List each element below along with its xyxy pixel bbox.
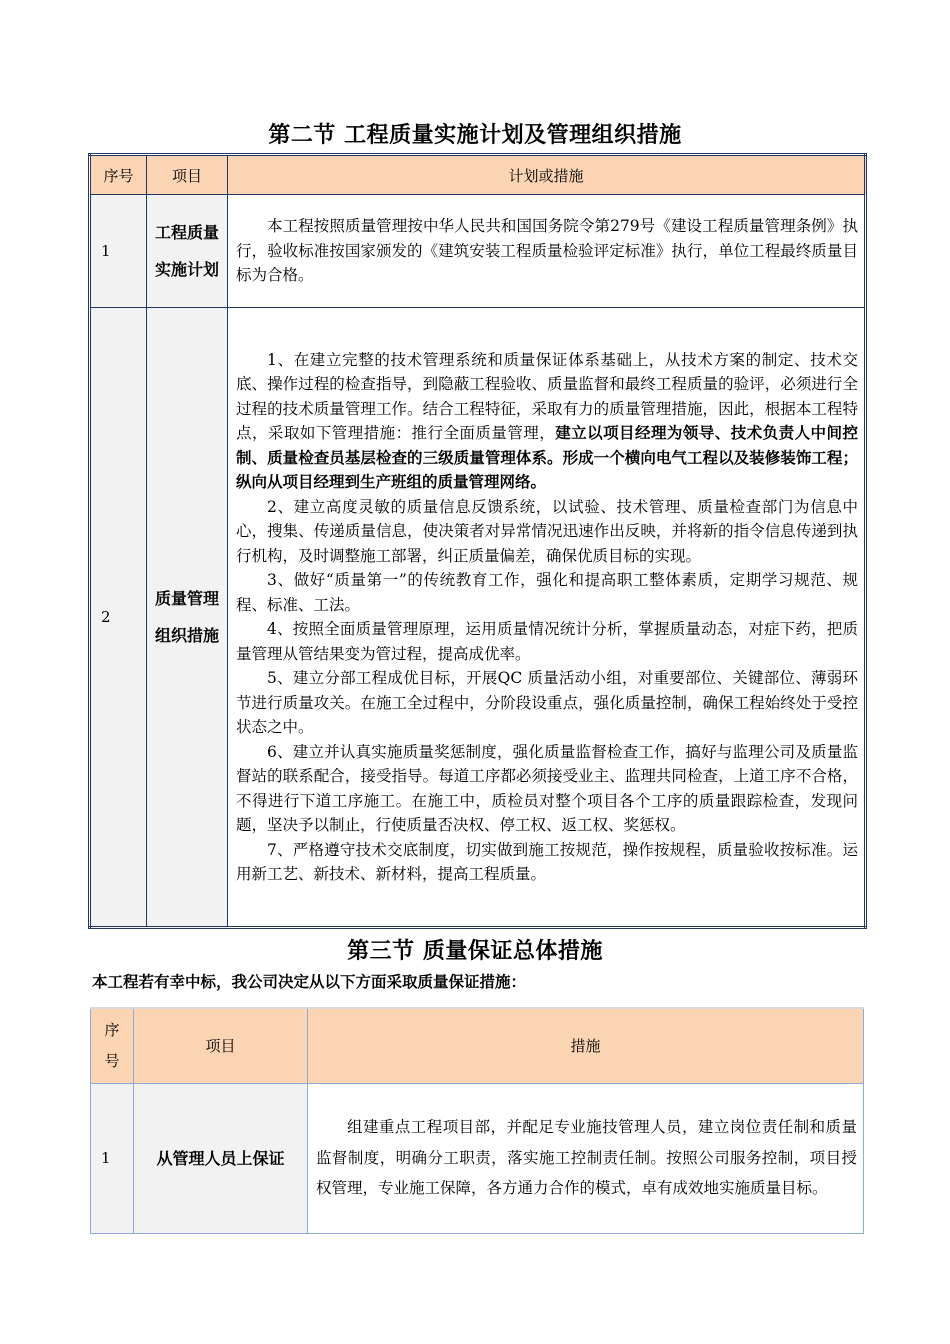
content-paragraph: 6、建立并认真实施质量奖惩制度，强化质量监督检查工作，搞好与监理公司及质量监督站的联系配合，接受指导。每道工序都必须接受业主、监理共同检查，上道工序不合格，不得进行下道工序施工。在施工中，质检员对整个项目各个工序的质量跟踪检查，发现问题，坚决予以制止，行使质量否决权、停工权、返工权、奖惩权。 xyxy=(236,742,858,834)
row-seq: 1 xyxy=(90,195,147,308)
section3-title: 第三节 质量保证总体措施 xyxy=(347,939,603,964)
header-seq: 序号 xyxy=(91,1008,134,1083)
row-content xyxy=(228,195,866,308)
quality-plan-table xyxy=(88,153,867,929)
quality-assurance-table xyxy=(90,1007,864,1234)
content-paragraph: 组建重点工程项目部，并配足专业施技管理人员，建立岗位责任制和质量监督制度，明确分工职责，落实施工控制责任制。按照公司服务控制，项目授权管理，专业施工保障，各方通力合作的模式，卓有成效地实施质量目标。 xyxy=(316,1118,857,1198)
section2-title: 第二节 工程质量实施计划及管理组织措施 xyxy=(268,123,682,148)
content-paragraph: 5、建立分部工程成优目标，开展QC 质量活动小组，对重要部位、关键部位、薄弱环节进行质量攻关。在施工全过程中，分阶段设重点，强化质量控制，确保工程始终处于受控状态之中。 xyxy=(236,669,858,736)
section3-intro: 本工程若有幸中标，我公司决定从以下方面采取质量保证措施： xyxy=(92,973,527,991)
header-plan: 计划或措施 xyxy=(228,155,866,195)
row-content xyxy=(228,308,866,928)
content-paragraph xyxy=(236,348,858,495)
header-item: 项目 xyxy=(134,1008,308,1083)
row-seq: 2 xyxy=(90,308,147,928)
paragraph-bold-text: 建立以项目经理为领导、技术负责人中间控制、质量检查员基层检查的三级质量管理体系。形成一个横向电气工程以及装修装饰工程；纵向从项目经理到生产班组的质量管理网络。 xyxy=(236,424,858,491)
table-row xyxy=(90,308,866,928)
table-row xyxy=(91,1083,864,1233)
content-paragraph: 3、做好“质量第一”的传统教育工作，强化和提高职工整体素质，定期学习规范、规程、标准、工法。 xyxy=(236,571,858,614)
row-item: 从管理人员上保证 xyxy=(134,1083,308,1233)
header-item: 项目 xyxy=(147,155,228,195)
row-seq: 1 xyxy=(91,1083,134,1233)
header-seq: 序号 xyxy=(90,155,147,195)
table-header-row xyxy=(90,155,866,195)
row-item: 质量管理组织措施 xyxy=(147,308,228,928)
content-paragraph: 2、建立高度灵敏的质量信息反馈系统，以试验、技术管理、质量检查部门为信息中心，搜集、传递质量信息，使决策者对异常情况迅速作出反映，并将新的指令信息传递到执行机构，及时调整施工部署，纠正质量偏差，确保优质目标的实现。 xyxy=(236,497,858,565)
paragraph-text: 1、在建立完整的技术管理系统和质量保证体系基础上，从技术方案的制定、技术交底、操作过程的检查指导，到隐蔽工程验收、质量监督和最终工程质量的验评，必须进行全过程的技术质量管理工作。结合工程特征，采取有力的质量管理措施，因此，根据本工程特点，采取如下管理措施：推行全面质量管理， xyxy=(236,350,858,442)
table-row xyxy=(90,195,866,308)
header-measure: 措施 xyxy=(308,1008,864,1083)
content-paragraph: 本工程按照质量管理按中华人民共和国国务院令第279号《建设工程质量管理条例》执行，验收标准按国家颁发的《建筑安装工程质量检验评定标准》执行，单位工程最终质量目标为合格。 xyxy=(236,217,858,285)
table-header-row xyxy=(91,1008,864,1083)
content-paragraph: 4、按照全面质量管理原理，运用质量情况统计分析，掌握质量动态，对症下药，把质量管理从管结果变为管过程，提高成优率。 xyxy=(236,620,858,663)
content-paragraph: 7、严格遵守技术交底制度，切实做到施工按规范，操作按规程，质量验收按标准。运用新工艺、新技术、新材料，提高工程质量。 xyxy=(236,840,858,883)
row-item: 工程质量实施计划 xyxy=(147,195,228,308)
row-content xyxy=(308,1083,864,1233)
